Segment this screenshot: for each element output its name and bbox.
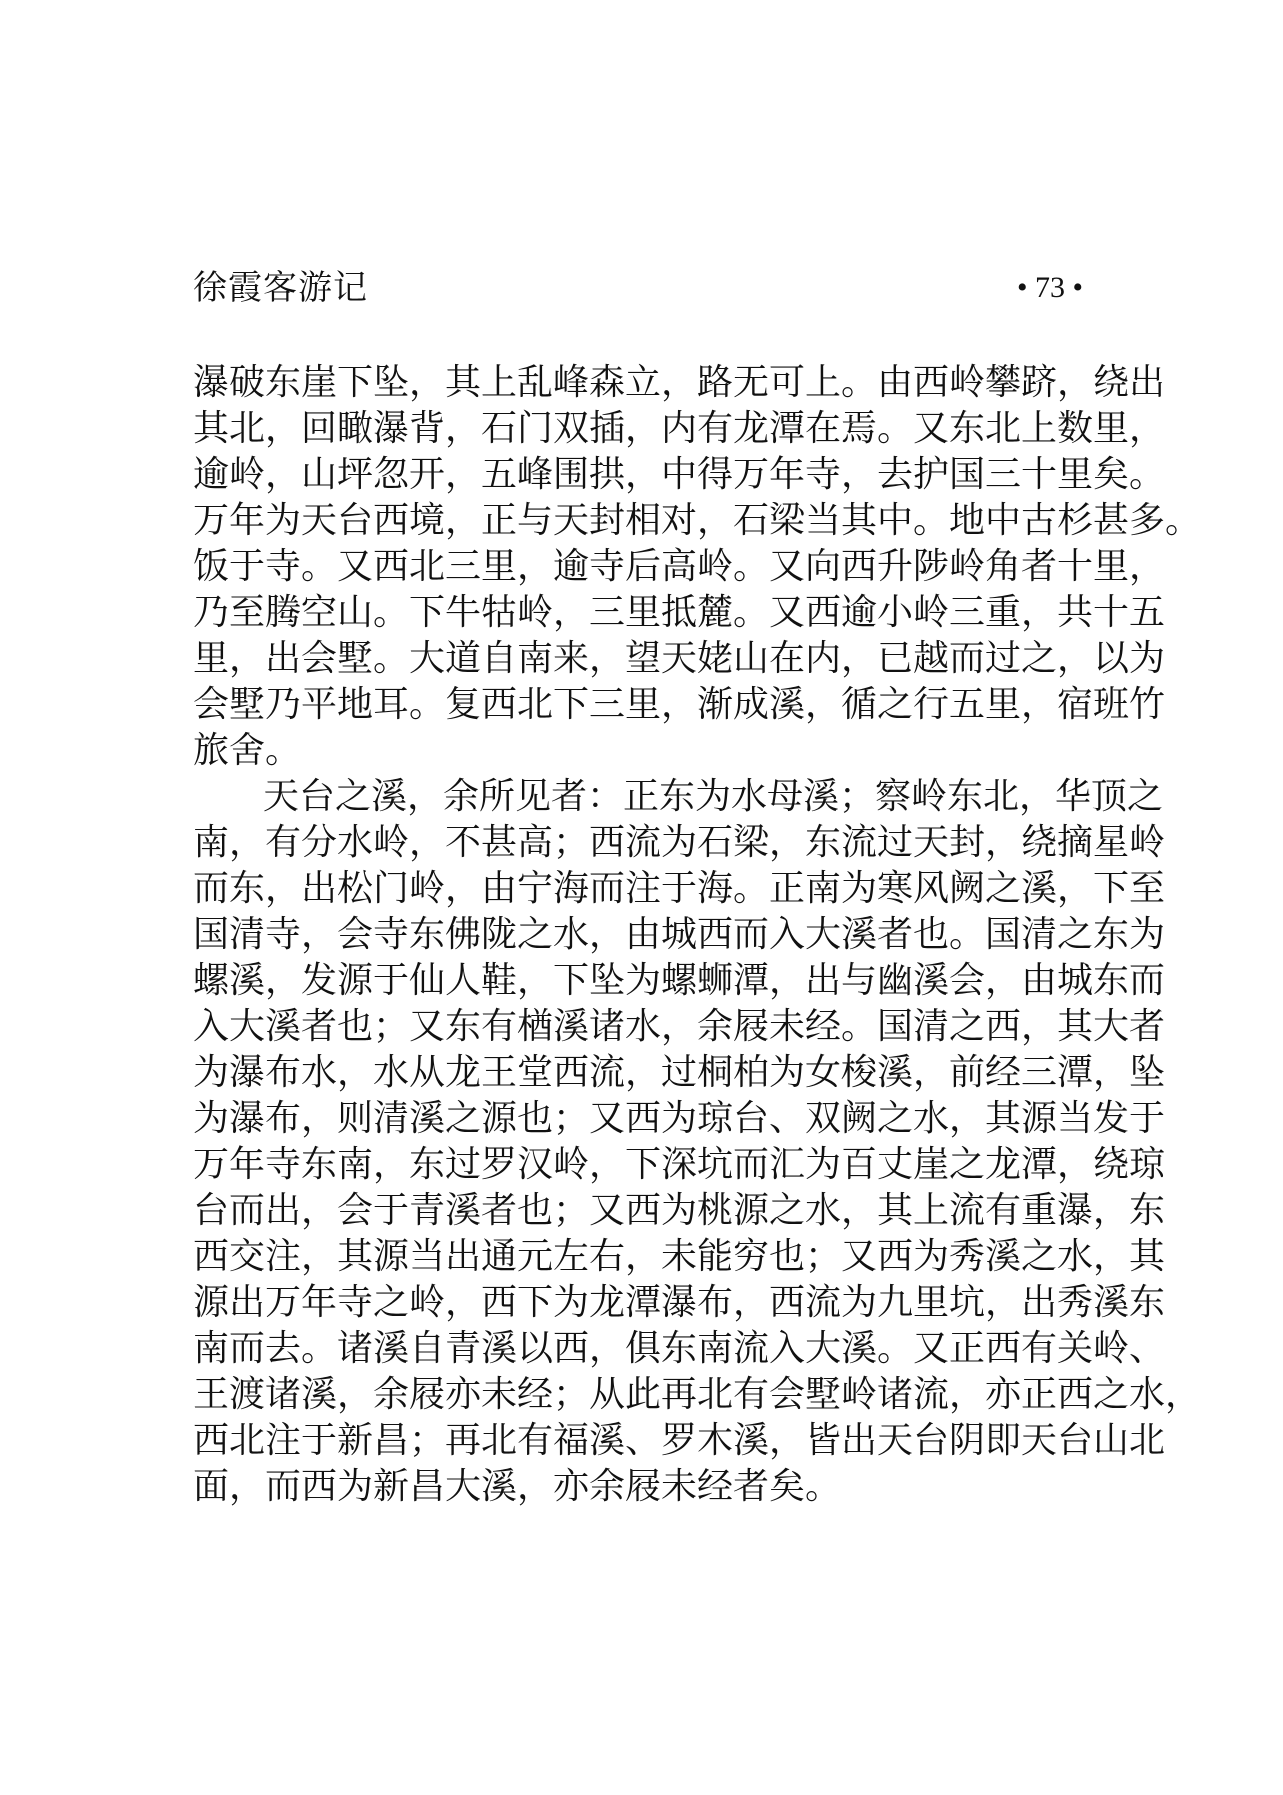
body-text — [193, 360, 1202, 1510]
text-line: 源出万年寺之岭，西下为龙潭瀑布，西流为九里坑，出秀溪东 — [193, 1282, 1166, 1323]
text-line: 为瀑布，则清溪之源也；又西为琼台、双阙之水，其源当发于 — [193, 1098, 1166, 1139]
text-line: 南，有分水岭，不甚高；西流为石梁，东流过天封，绕摘星岭 — [193, 822, 1166, 863]
text-line: 台而出，会于青溪者也；又西为桃源之水，其上流有重瀑，东 — [193, 1190, 1166, 1231]
paragraph-first-line: 天台之溪，余所见者：正东为水母溪；察岭东北，华顶之 — [263, 776, 1164, 817]
text-line: 西北注于新昌；再北有福溪、罗木溪，皆出天台阴即天台山北 — [193, 1420, 1166, 1461]
text-line: 里，出会墅。大道自南来，望天姥山在内，已越而过之，以为 — [193, 638, 1166, 679]
text-line: 旅舍。 — [193, 730, 302, 771]
text-line: 其北，回瞰瀑背，石门双插，内有龙潭在焉。又东北上数里， — [193, 408, 1166, 449]
text-line: 万年为天台西境，正与天封相对，石梁当其中。地中古杉甚多。 — [193, 500, 1202, 541]
text-line: 而东，出松门岭，由宁海而注于海。正南为寒风阙之溪，下至 — [193, 868, 1166, 909]
running-header — [193, 266, 1083, 310]
book-title: 徐霞客游记 — [193, 268, 368, 308]
text-line: 为瀑布水，水从龙王堂西流，过桐柏为女梭溪，前经三潭，坠 — [193, 1052, 1166, 1093]
text-line: 入大溪者也；又东有楢溪诸水，余屐未经。国清之西，其大者 — [193, 1006, 1166, 1047]
text-line: 西交注，其源当出通元左右，未能穷也；又西为秀溪之水，其 — [193, 1236, 1166, 1277]
text-line: 逾岭，山坪忽开，五峰围拱，中得万年寺，去护国三十里矣。 — [193, 454, 1166, 495]
text-line: 会墅乃平地耳。复西北下三里，渐成溪，循之行五里，宿班竹 — [193, 684, 1166, 725]
text-line: 瀑破东崖下坠，其上乱峰森立，路无可上。由西岭攀跻，绕出 — [193, 362, 1166, 403]
text-line: 王渡诸溪，余屐亦未经；从此再北有会墅岭诸流，亦正西之水， — [193, 1374, 1202, 1415]
text-line: 乃至腾空山。下牛牯岭，三里抵麓。又西逾小岭三重，共十五 — [193, 592, 1166, 633]
text-line: 饭于寺。又西北三里，逾寺后高岭。又向西升陟岭角者十里， — [193, 546, 1166, 587]
text-line: 万年寺东南，东过罗汉岭，下深坑而汇为百丈崖之龙潭，绕琼 — [193, 1144, 1166, 1185]
text-line: 国清寺，会寺东佛陇之水，由城西而入大溪者也。国清之东为 — [193, 914, 1166, 955]
text-line: 面，而西为新昌大溪，亦余屐未经者矣。 — [193, 1466, 842, 1507]
text-line: 南而去。诸溪自青溪以西，俱东南流入大溪。又正西有关岭、 — [193, 1328, 1166, 1369]
text-line: 螺溪，发源于仙人鞋，下坠为螺蛳潭，出与幽溪会，由城东而 — [193, 960, 1166, 1001]
page-number: • 73 • — [1016, 271, 1083, 304]
